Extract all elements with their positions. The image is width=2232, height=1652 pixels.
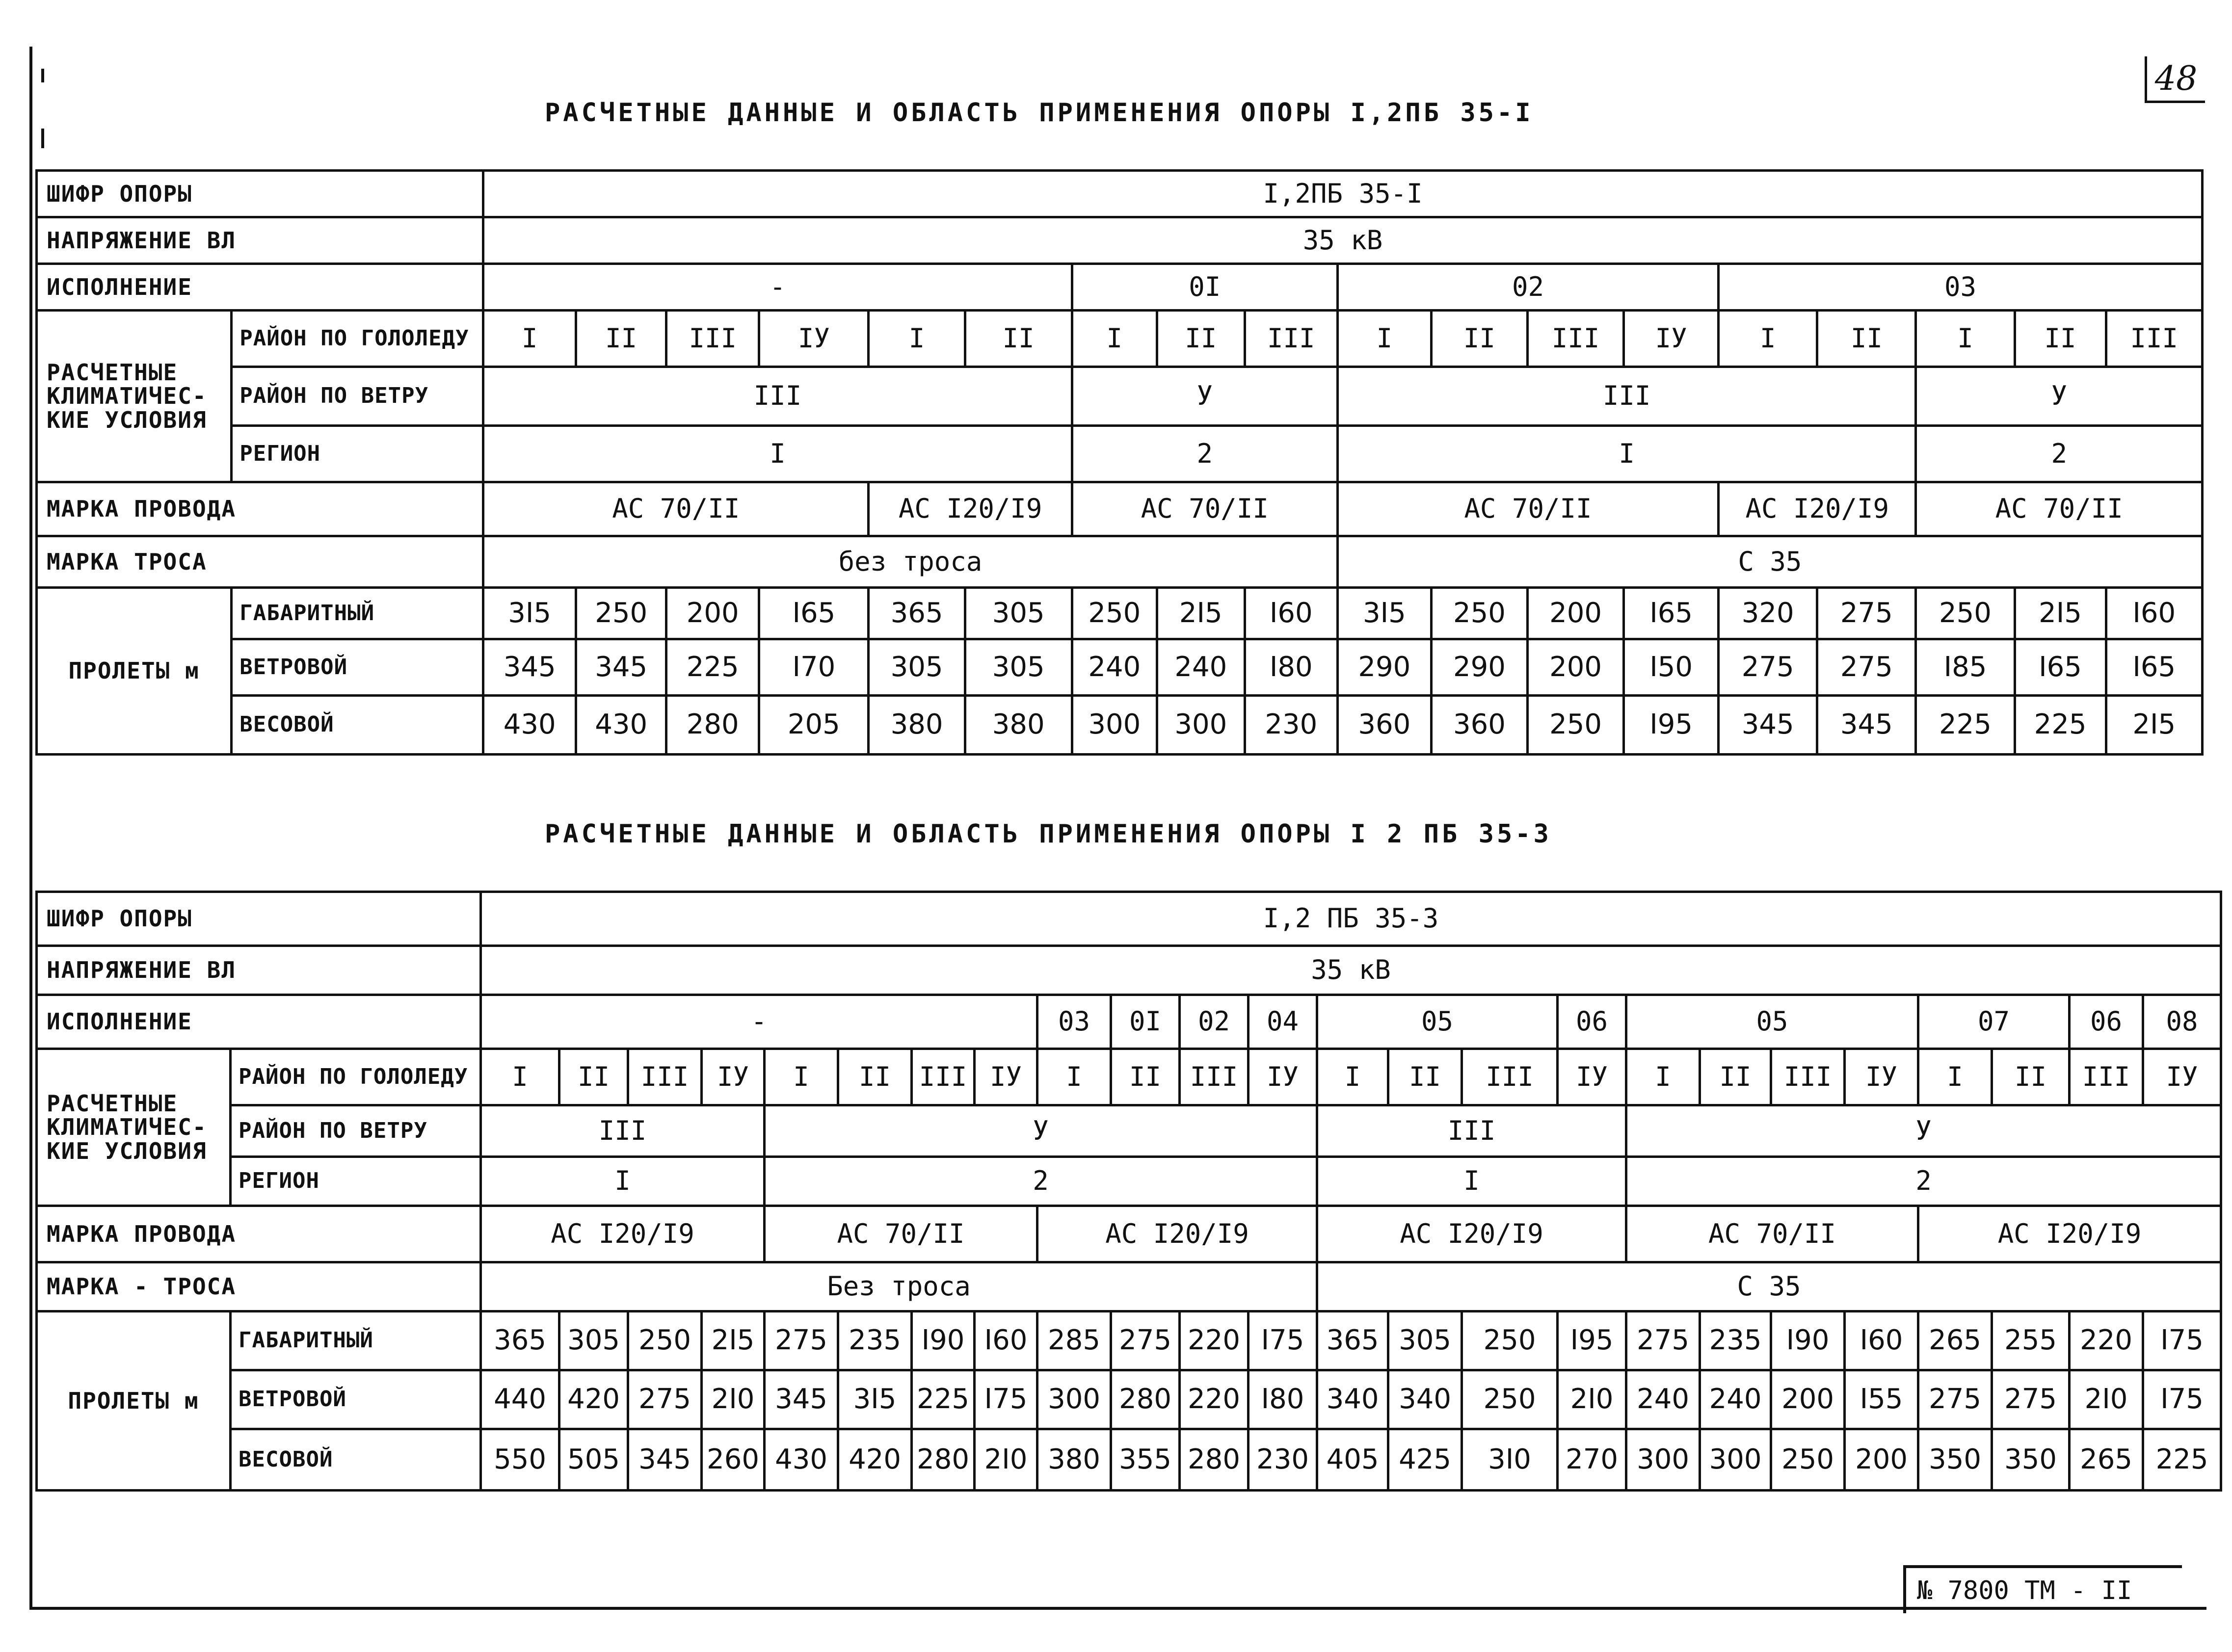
voltage-value: 35 кВ	[481, 946, 2221, 995]
span-value-cell: 380	[965, 696, 1072, 755]
span-value-cell: 285	[1037, 1311, 1111, 1370]
ice-zone-cell: II	[1388, 1049, 1462, 1105]
table2	[35, 891, 2222, 1492]
span-value-cell: 250	[1771, 1429, 1845, 1491]
span-value-cell: 300	[1157, 696, 1245, 755]
variant-cell: 04	[1249, 995, 1317, 1049]
span-value-cell: 200	[666, 588, 759, 639]
span-value-cell: 380	[869, 696, 965, 755]
margin-mark	[41, 129, 44, 148]
wind-cell: III	[483, 367, 1072, 426]
variant-cell: 06	[1558, 995, 1626, 1049]
ice-zone-cell: II	[1992, 1049, 2070, 1105]
table2-title-text: РАСЧЕТНЫЕ ДАННЫЕ И ОБЛАСТЬ ПРИМЕНЕНИЯ ОПОРЫ I 2 ПБ 35-3	[545, 819, 1552, 849]
span-value-cell: 350	[1918, 1429, 1992, 1491]
span-value-cell: 265	[2070, 1429, 2143, 1491]
shifr-label: ШИФР ОПОРЫ	[37, 892, 481, 946]
span-value-cell: I75	[975, 1370, 1037, 1429]
span-value-cell: 250	[628, 1311, 702, 1370]
span-value-cell: 3I5	[483, 588, 576, 639]
span-value-cell: I55	[1845, 1370, 1918, 1429]
ice-zone-cell: II	[559, 1049, 628, 1105]
variant-cell: 05	[1626, 995, 1918, 1049]
span-value-cell: 275	[1992, 1370, 2070, 1429]
variant-cell: 02	[1337, 264, 1718, 311]
span-value-cell: 280	[1180, 1429, 1249, 1491]
span-value-cell: 265	[1918, 1311, 1992, 1370]
wind-label: РАЙОН ПО ВЕТРУ	[231, 1105, 481, 1157]
wire-cell: АС I20/I9	[869, 482, 1072, 536]
span-value-cell: I60	[975, 1311, 1037, 1370]
span-value-cell: 220	[1180, 1370, 1249, 1429]
span-value-cell: 305	[559, 1311, 628, 1370]
region-cell: I	[481, 1157, 765, 1206]
ice-zone-cell: IУ	[1249, 1049, 1317, 1105]
wind-label: РАЙОН ПО ВЕТРУ	[232, 367, 483, 426]
span-value-cell: 225	[2015, 696, 2106, 755]
span-value-cell: 300	[1072, 696, 1157, 755]
span-value-cell: 240	[1700, 1370, 1771, 1429]
wind-cell: III	[1317, 1105, 1626, 1157]
ice-zone-cell: II	[1700, 1049, 1771, 1105]
ice-zone-cell: I	[1719, 311, 1817, 367]
span-value-cell: 220	[1180, 1311, 1249, 1370]
span-value-cell: 240	[1157, 639, 1245, 696]
variant-cell: -	[483, 264, 1072, 311]
cable-label: МАРКА ТРОСА	[37, 536, 483, 588]
table1	[35, 169, 2204, 756]
span-value-cell: I85	[1916, 639, 2015, 696]
variant-cell: 08	[2143, 995, 2221, 1049]
ice-label: РАЙОН ПО ГОЛОЛЕДУ	[232, 311, 483, 367]
ice-zone-cell: I	[1918, 1049, 1992, 1105]
span-value-cell: I65	[1624, 588, 1719, 639]
ice-zone-cell: I	[1916, 311, 2015, 367]
wire-cell: АС 70/II	[765, 1206, 1037, 1262]
span-value-cell: 230	[1245, 696, 1337, 755]
ice-zone-cell: III	[912, 1049, 975, 1105]
span-value-cell: 425	[1388, 1429, 1462, 1491]
variant-cell: 06	[2070, 995, 2143, 1049]
region-cell: 2	[1072, 426, 1337, 482]
span-value-cell: 2I5	[1157, 588, 1245, 639]
weight-label: ВЕСОВОЙ	[231, 1429, 481, 1491]
ice-zone-cell: III	[1462, 1049, 1558, 1105]
wind-cell: III	[481, 1105, 765, 1157]
span-value-cell: 2I5	[702, 1311, 765, 1370]
span-value-cell: 420	[559, 1370, 628, 1429]
wire-cell: АС 70/II	[483, 482, 869, 536]
span-value-cell: 345	[576, 639, 666, 696]
variant-cell: 0I	[1072, 264, 1337, 311]
span-value-cell: 280	[912, 1429, 975, 1491]
span-value-cell: 200	[1845, 1429, 1918, 1491]
variant-cell: -	[481, 995, 1037, 1049]
cable-cell: без троса	[483, 536, 1338, 588]
variant-cell: 07	[1918, 995, 2070, 1049]
span-value-cell: I95	[1624, 696, 1719, 755]
variant-cell: 03	[1037, 995, 1111, 1049]
span-value-cell: 290	[1431, 639, 1527, 696]
ice-zone-cell: I	[869, 311, 965, 367]
ice-zone-cell: I	[481, 1049, 559, 1105]
span-value-cell: 240	[1072, 639, 1157, 696]
ice-zone-cell: IУ	[702, 1049, 765, 1105]
variant-cell: 0I	[1111, 995, 1180, 1049]
span-value-cell: 220	[2070, 1311, 2143, 1370]
ice-zone-cell: IУ	[2143, 1049, 2221, 1105]
span-value-cell: 290	[1337, 639, 1431, 696]
voltage-label: НАПРЯЖЕНИЕ ВЛ	[37, 217, 483, 264]
variant-cell: 03	[1719, 264, 2203, 311]
windspan-label: ВЕТРОВОЙ	[232, 639, 483, 696]
span-value-cell: I80	[1245, 639, 1337, 696]
span-value-cell: 300	[1037, 1370, 1111, 1429]
span-value-cell: 305	[965, 639, 1072, 696]
ice-zone-cell: III	[1527, 311, 1623, 367]
cable-cell: Без троса	[481, 1262, 1317, 1311]
span-value-cell: 270	[1558, 1429, 1626, 1491]
margin-mark	[41, 69, 44, 82]
span-value-cell: 355	[1111, 1429, 1180, 1491]
span-value-cell: I90	[912, 1311, 975, 1370]
span-value-cell: I95	[1558, 1311, 1626, 1370]
span-value-cell: 225	[666, 639, 759, 696]
wire-cell: АС 70/II	[1626, 1206, 1918, 1262]
wire-cell: АС I20/I9	[1719, 482, 1916, 536]
span-value-cell: 300	[1700, 1429, 1771, 1491]
ice-zone-cell: I	[1337, 311, 1431, 367]
span-value-cell: I75	[1249, 1311, 1317, 1370]
span-value-cell: 360	[1431, 696, 1527, 755]
ice-zone-cell: I	[765, 1049, 838, 1105]
span-value-cell: 505	[559, 1429, 628, 1491]
region-label: РЕГИОН	[231, 1157, 481, 1206]
span-value-cell: 280	[1111, 1370, 1180, 1429]
wire-cell: АС 70/II	[1916, 482, 2203, 536]
span-value-cell: 430	[483, 696, 576, 755]
span-value-cell: 275	[1817, 639, 1916, 696]
ice-zone-cell: III	[1771, 1049, 1845, 1105]
span-value-cell: 360	[1337, 696, 1431, 755]
wire-cell: АС I20/I9	[1317, 1206, 1626, 1262]
ice-zone-cell: II	[1111, 1049, 1180, 1105]
region-cell: 2	[765, 1157, 1317, 1206]
span-value-cell: 550	[481, 1429, 559, 1491]
span-value-cell: 3I5	[1337, 588, 1431, 639]
span-value-cell: 345	[765, 1370, 838, 1429]
ice-zone-cell: II	[838, 1049, 912, 1105]
region-cell: I	[483, 426, 1072, 482]
span-value-cell: 250	[1462, 1370, 1558, 1429]
climate-label: РАСЧЕТНЫЕ КЛИМАТИЧЕС-КИЕ УСЛОВИЯ	[37, 311, 232, 482]
cable-cell: С 35	[1337, 536, 2202, 588]
span-value-cell: 440	[481, 1370, 559, 1429]
spans-label: ПРОЛЕТЫ м	[37, 588, 232, 755]
ice-zone-cell: II	[1431, 311, 1527, 367]
document-stamp: № 7800 ТМ - II	[1903, 1565, 2182, 1613]
span-value-cell: 235	[1700, 1311, 1771, 1370]
span-value-cell: I50	[1624, 639, 1719, 696]
shifr-value: I,2 ПБ 35-3	[481, 892, 2221, 946]
span-value-cell: 2I0	[2070, 1370, 2143, 1429]
span-value-cell: 275	[1918, 1370, 1992, 1429]
ice-zone-cell: IУ	[759, 311, 869, 367]
region-cell: 2	[1626, 1157, 2221, 1206]
ice-zone-cell: IУ	[1558, 1049, 1626, 1105]
span-value-cell: 2I0	[702, 1370, 765, 1429]
climate-label: РАСЧЕТНЫЕ КЛИМАТИЧЕС-КИЕ УСЛОВИЯ	[37, 1049, 231, 1206]
span-value-cell: 2I0	[975, 1429, 1037, 1491]
span-value-cell: 225	[1916, 696, 2015, 755]
gab-label: ГАБАРИТНЫЙ	[232, 588, 483, 639]
wind-cell: У	[1916, 367, 2203, 426]
cable-label: МАРКА - ТРОСА	[37, 1262, 481, 1311]
span-value-cell: 275	[1626, 1311, 1700, 1370]
span-value-cell: 380	[1037, 1429, 1111, 1491]
span-value-cell: 250	[1072, 588, 1157, 639]
span-value-cell: 345	[628, 1429, 702, 1491]
voltage-value: 35 кВ	[483, 217, 2203, 264]
span-value-cell: I60	[1845, 1311, 1918, 1370]
span-value-cell: 205	[759, 696, 869, 755]
span-value-cell: 305	[1388, 1311, 1462, 1370]
wind-cell: У	[1626, 1105, 2221, 1157]
ice-zone-cell: III	[666, 311, 759, 367]
span-value-cell: I65	[2106, 639, 2202, 696]
ice-zone-cell: IУ	[1624, 311, 1719, 367]
wind-cell: У	[1072, 367, 1337, 426]
span-value-cell: 340	[1388, 1370, 1462, 1429]
span-value-cell: I65	[759, 588, 869, 639]
ice-zone-cell: I	[1072, 311, 1157, 367]
span-value-cell: 305	[965, 588, 1072, 639]
wire-label: МАРКА ПРОВОДА	[37, 1206, 481, 1262]
windspan-label: ВЕТРОВОЙ	[231, 1370, 481, 1429]
span-value-cell: 420	[838, 1429, 912, 1491]
spans-label: ПРОЛЕТЫ м	[37, 1311, 231, 1491]
span-value-cell: 200	[1527, 588, 1623, 639]
wire-label: МАРКА ПРОВОДА	[37, 482, 483, 536]
variant-label: ИСПОЛНЕНИЕ	[37, 264, 483, 311]
span-value-cell: 275	[1719, 639, 1817, 696]
ice-zone-cell: I	[1037, 1049, 1111, 1105]
wire-cell: АС I20/I9	[1037, 1206, 1317, 1262]
span-value-cell: 300	[1626, 1429, 1700, 1491]
shifr-label: ШИФР ОПОРЫ	[37, 171, 483, 217]
table1-title-text: РАСЧЕТНЫЕ ДАННЫЕ И ОБЛАСТЬ ПРИМЕНЕНИЯ ОПОРЫ I,2ПБ 35-I	[545, 98, 1534, 128]
wire-cell: АС I20/I9	[481, 1206, 765, 1262]
span-value-cell: 275	[1111, 1311, 1180, 1370]
span-value-cell: 275	[628, 1370, 702, 1429]
span-value-cell: 430	[765, 1429, 838, 1491]
wire-cell: АС 70/II	[1337, 482, 1718, 536]
variant-label: ИСПОЛНЕНИЕ	[37, 995, 481, 1049]
span-value-cell: 365	[1317, 1311, 1388, 1370]
shifr-value: I,2ПБ 35-I	[483, 171, 2203, 217]
ice-label: РАЙОН ПО ГОЛОЛЕДУ	[231, 1049, 481, 1105]
span-value-cell: 250	[1462, 1311, 1558, 1370]
span-value-cell: 200	[1527, 639, 1623, 696]
ice-zone-cell: I	[1317, 1049, 1388, 1105]
ice-zone-cell: III	[2106, 311, 2202, 367]
span-value-cell: 305	[869, 639, 965, 696]
span-value-cell: 320	[1719, 588, 1817, 639]
span-value-cell: 2I5	[2015, 588, 2106, 639]
span-value-cell: 260	[702, 1429, 765, 1491]
span-value-cell: 3I0	[1462, 1429, 1558, 1491]
ice-zone-cell: I	[1626, 1049, 1700, 1105]
page-number: 48	[2145, 56, 2205, 103]
ice-zone-cell: II	[1817, 311, 1916, 367]
span-value-cell: 225	[2143, 1429, 2221, 1491]
wind-cell: У	[765, 1105, 1317, 1157]
span-value-cell: I90	[1771, 1311, 1845, 1370]
span-value-cell: 240	[1626, 1370, 1700, 1429]
ice-zone-cell: II	[576, 311, 666, 367]
gab-label: ГАБАРИТНЫЙ	[231, 1311, 481, 1370]
span-value-cell: 345	[1719, 696, 1817, 755]
voltage-label: НАПРЯЖЕНИЕ ВЛ	[37, 946, 481, 995]
span-value-cell: I75	[2143, 1370, 2221, 1429]
span-value-cell: 350	[1992, 1429, 2070, 1491]
ice-zone-cell: II	[1157, 311, 1245, 367]
span-value-cell: 345	[483, 639, 576, 696]
region-cell: 2	[1916, 426, 2203, 482]
span-value-cell: 365	[481, 1311, 559, 1370]
span-value-cell: I60	[2106, 588, 2202, 639]
span-value-cell: 280	[666, 696, 759, 755]
variant-cell: 02	[1180, 995, 1249, 1049]
ice-zone-cell: III	[628, 1049, 702, 1105]
span-value-cell: 250	[1527, 696, 1623, 755]
ice-zone-cell: I	[483, 311, 576, 367]
span-value-cell: 250	[576, 588, 666, 639]
span-value-cell: I80	[1249, 1370, 1317, 1429]
wind-cell: III	[1337, 367, 1916, 426]
span-value-cell: 3I5	[838, 1370, 912, 1429]
span-value-cell: I65	[2015, 639, 2106, 696]
ice-zone-cell: IУ	[975, 1049, 1037, 1105]
span-value-cell: 230	[1249, 1429, 1317, 1491]
wire-cell: АС 70/II	[1072, 482, 1337, 536]
span-value-cell: 365	[869, 588, 965, 639]
ice-zone-cell: III	[1180, 1049, 1249, 1105]
span-value-cell: 275	[1817, 588, 1916, 639]
wire-cell: АС I20/I9	[1918, 1206, 2221, 1262]
span-value-cell: I75	[2143, 1311, 2221, 1370]
span-value-cell: 235	[838, 1311, 912, 1370]
region-cell: I	[1337, 426, 1916, 482]
span-value-cell: 275	[765, 1311, 838, 1370]
span-value-cell: 405	[1317, 1429, 1388, 1491]
span-value-cell: 430	[576, 696, 666, 755]
ice-zone-cell: II	[965, 311, 1072, 367]
span-value-cell: 250	[1916, 588, 2015, 639]
span-value-cell: 2I0	[1558, 1370, 1626, 1429]
variant-cell: 05	[1317, 995, 1558, 1049]
weight-label: ВЕСОВОЙ	[232, 696, 483, 755]
span-value-cell: 250	[1431, 588, 1527, 639]
span-value-cell: 340	[1317, 1370, 1388, 1429]
span-value-cell: 200	[1771, 1370, 1845, 1429]
region-cell: I	[1317, 1157, 1626, 1206]
ice-zone-cell: II	[2015, 311, 2106, 367]
span-value-cell: 345	[1817, 696, 1916, 755]
ice-zone-cell: III	[2070, 1049, 2143, 1105]
span-value-cell: 225	[912, 1370, 975, 1429]
span-value-cell: 255	[1992, 1311, 2070, 1370]
region-label: РЕГИОН	[232, 426, 483, 482]
span-value-cell: I70	[759, 639, 869, 696]
cable-cell: С 35	[1317, 1262, 2221, 1311]
ice-zone-cell: IУ	[1845, 1049, 1918, 1105]
span-value-cell: I60	[1245, 588, 1337, 639]
ice-zone-cell: III	[1245, 311, 1337, 367]
span-value-cell: 2I5	[2106, 696, 2202, 755]
